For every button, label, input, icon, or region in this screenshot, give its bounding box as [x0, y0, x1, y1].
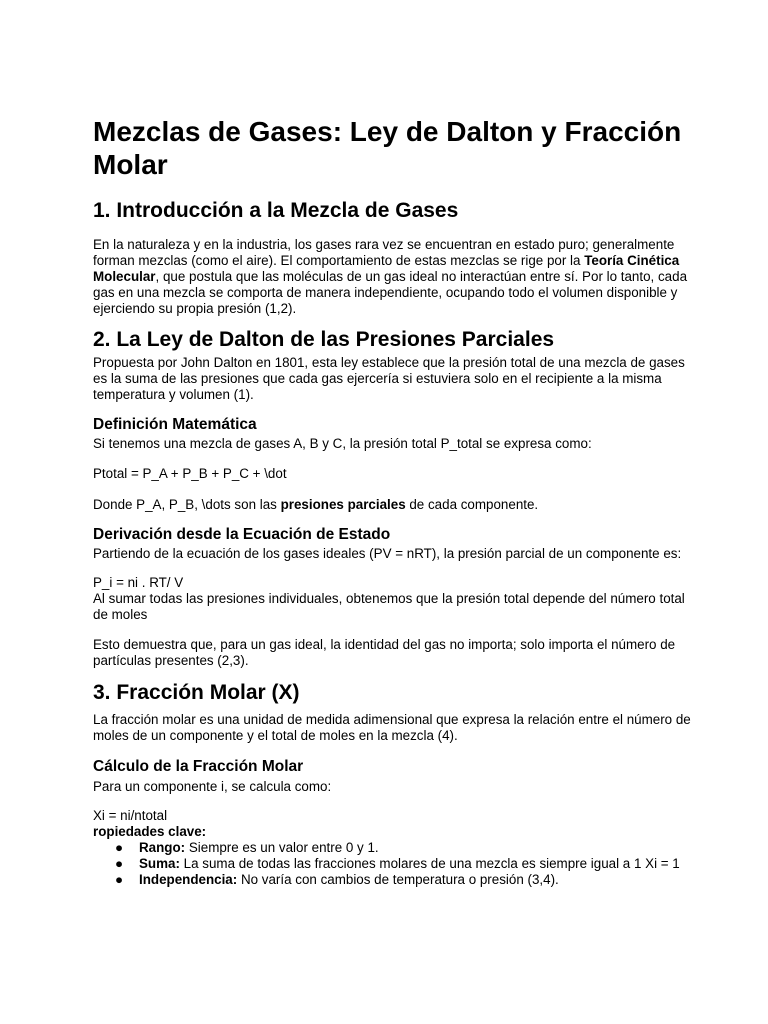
section-2-paragraph: Propuesta por John Dalton en 1801, esta ley establece que la presión total de una mezcla de gases es la suma de las presiones que cada gas ejercería si estuviera solo en el recipiente a la misma temperatura y volumen (1).	[93, 355, 685, 402]
derivation-paragraph-3: Esto demuestra que, para un gas ideal, la identidad del gas no importa; solo importa el número de partículas presentes (2,3).	[93, 637, 676, 668]
properties-list	[93, 840, 693, 888]
section-1-heading: 1. Introducción a la Mezcla de Gases	[93, 199, 459, 222]
bold-term: Teoría Cinética Molecular	[93, 253, 680, 284]
bold-term: presiones parciales	[280, 497, 406, 512]
derivation-heading: Derivación desde la Ecuación de Estado	[93, 526, 391, 543]
properties-label-text: ropiedades clave:	[93, 824, 207, 839]
derivation-paragraph-2: Al sumar todas las presiones individuales, obtenemos que la presión total depende del número total de moles	[93, 591, 685, 622]
calculation-heading: Cálculo de la Fracción Molar	[93, 758, 304, 775]
definition-paragraph-2	[93, 497, 693, 513]
list-item	[93, 872, 693, 888]
list-item-label: Suma:	[139, 856, 180, 871]
list-item	[93, 856, 693, 872]
list-item-text: No varía con cambios de temperatura o presión (3,4).	[237, 872, 559, 887]
section-3-paragraph: La fracción molar es una unidad de medida adimensional que expresa la relación entre el número de moles de un componente y el total de moles en la mezcla (4).	[93, 712, 691, 743]
section-1-paragraph	[93, 237, 693, 317]
text-run: de cada componente.	[405, 497, 539, 512]
list-item-text: Siempre es un valor entre 0 y 1.	[185, 840, 379, 855]
properties-label	[93, 824, 693, 840]
bullet-icon: ●	[115, 872, 124, 887]
definition-paragraph: Si tenemos una mezcla de gases A, B y C, la presión total P_total se expresa como:	[93, 436, 592, 451]
dalton-formula: Ptotal = P_A + P_B + P_C + \dot	[93, 466, 287, 481]
list-item	[93, 840, 693, 856]
section-3-heading: 3. Fracción Molar (X)	[93, 681, 300, 704]
list-item-label: Independencia:	[139, 872, 238, 887]
text-run: , que postula que las moléculas de un gas ideal no interactúan entre sí. Por lo tanto, cada gas en una mezcla se comporta de manera independiente, ocupando todo el volumen disponible y ejerciendo su propia presión (1,2).	[93, 269, 688, 316]
section-2-heading: 2. La Ley de Dalton de las Presiones Parciales	[93, 328, 555, 351]
derivation-paragraph: Partiendo de la ecuación de los gases ideales (PV = nRT), la presión parcial de un componente es:	[93, 546, 682, 561]
definition-heading: Definición Matemática	[93, 416, 257, 433]
text-run: En la naturaleza y en la industria, los gases rara vez se encuentran en estado puro; generalmente forman mezclas (como el aire). El comportamiento de estas mezclas se rige por la	[93, 237, 675, 268]
bullet-icon: ●	[115, 856, 124, 871]
document-content	[93, 115, 693, 888]
bullet-icon: ●	[115, 840, 124, 855]
calculation-paragraph: Para un componente i, se calcula como:	[93, 779, 332, 794]
text-run: Donde P_A, P_B, \dots son las	[93, 497, 281, 512]
partial-pressure-formula: P_i = ni . RT/ V	[93, 575, 184, 590]
list-item-label: Rango:	[139, 840, 186, 855]
list-item-text: La suma de todas las fracciones molares de una mezcla es siempre igual a 1 Xi = 1	[179, 856, 680, 871]
document-title: Mezclas de Gases: Ley de Dalton y Fracción Molar	[93, 116, 682, 180]
mole-fraction-formula: Xi = ni/ntotal	[93, 808, 168, 823]
